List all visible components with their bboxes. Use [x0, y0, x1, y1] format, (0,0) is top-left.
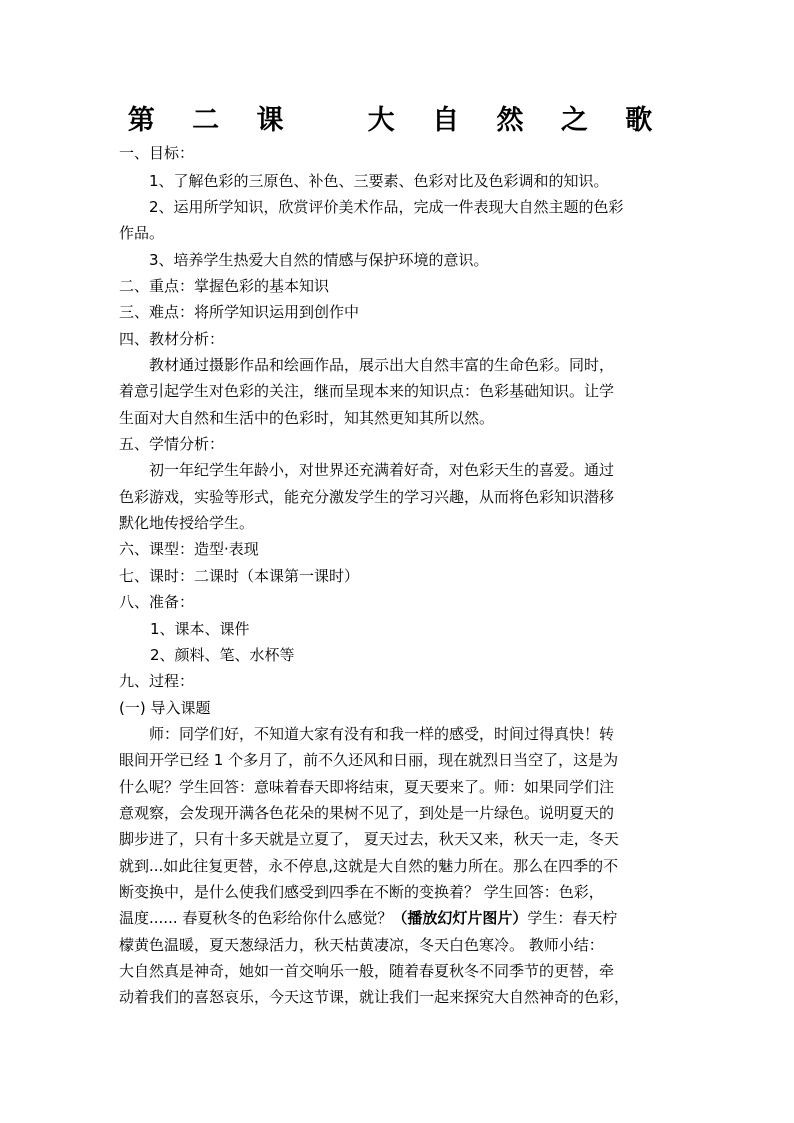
material-analysis-line-3: 生面对大自然和生活中的色彩时，知其然更知其所以然。: [119, 409, 495, 427]
objective-2: 2、运用所学知识，欣赏评价美术作品，完成一件表现大自然主题的色彩: [149, 198, 624, 216]
section-lesson-type: 六、课型：造型·表现: [119, 540, 259, 558]
process-paragraph-line-4: 意观察，会发现开满各色花朵的果树不见了，到处是一片绿色。说明夏天的: [119, 804, 615, 822]
page-title: 第 二 课 大 自 然 之 歌: [127, 105, 667, 136]
section-key-point: 二、重点：掌握色彩的基本知识: [119, 277, 330, 295]
student-analysis-line-2: 色彩游戏，实验等形式，能充分激发学生的学习兴趣，从而将色彩知识潜移: [119, 488, 615, 506]
process-paragraph-line-10: 大自然真是神奇，她如一首交响乐一般，随着春夏秋冬不同季节的更替，牵: [119, 962, 615, 980]
slideshow-cue: （播放幻灯片图片）: [392, 909, 528, 927]
process-paragraph-line-8-tail: 学生：春天柠: [527, 909, 618, 927]
objective-3: 3、培养学生热爱大自然的情感与保护环境的意识。: [149, 251, 489, 269]
process-paragraph-line-7: 断变换中，是什么使我们感受到四季在不断的变换着？ 学生回答：色彩，: [119, 883, 604, 901]
objective-2-continued: 作品。: [119, 224, 165, 242]
process-paragraph-line-8-text: 温度...... 春夏秋冬的色彩给你什么感觉？: [119, 909, 393, 927]
section-preparation-heading: 八、准备：: [119, 593, 195, 611]
process-paragraph-line-1: 师：同学们好，不知道大家有没有和我一样的感受，时间过得真快！转: [149, 725, 615, 743]
preparation-item-1: 1、课本、课件: [150, 620, 250, 638]
material-analysis-line-2: 着意引起学生对色彩的关注，继而呈现本来的知识点：色彩基础知识。让学: [119, 382, 615, 400]
process-paragraph-line-2: 眼间开学已经 1 个多月了，前不久还风和日丽，现在就烈日当空了，这是为: [119, 751, 619, 769]
process-paragraph-line-9: 檬黄色温暖，夏天葱绿活力，秋天枯黄凄凉，冬天白色寒冷。 教师小结：: [119, 936, 604, 954]
section-lesson-hours: 七、课时：二课时（本课第一课时）: [119, 567, 360, 585]
student-analysis-line-3: 默化地传授给学生。: [119, 514, 255, 532]
section-objectives-heading: 一、目标：: [119, 144, 195, 162]
process-step-1-heading: (一) 导入课题: [119, 699, 211, 717]
process-paragraph-line-6: 就到...如此往复更替，永不停息,这就是大自然的魅力所在。那么在四季的不: [119, 857, 619, 875]
section-difficulty: 三、难点：将所学知识运用到创作中: [119, 303, 360, 321]
section-student-analysis-heading: 五、学情分析：: [119, 435, 225, 453]
section-material-analysis-heading: 四、教材分析：: [119, 330, 225, 348]
process-paragraph-line-3: 什么呢？学生回答：意味着春天即将结束，夏天要来了。师：如果同学们注: [119, 778, 615, 796]
section-process-heading: 九、过程：: [119, 672, 195, 690]
process-paragraph-line-8: [119, 908, 617, 928]
objective-1: 1、了解色彩的三原色、补色、三要素、色彩对比及色彩调和的知识。: [149, 172, 609, 190]
process-paragraph-line-11: 动着我们的喜怒哀乐，今天这节课，就让我们一起来探究大自然神奇的色彩，: [119, 988, 630, 1006]
preparation-item-2: 2、颜料、笔、水杯等: [150, 646, 295, 664]
student-analysis-line-1: 初一年纪学生年龄小，对世界还充满着好奇，对色彩天生的喜爱。通过: [149, 461, 615, 479]
material-analysis-line-1: 教材通过摄影作品和绘画作品，展示出大自然丰富的生命色彩。同时，: [149, 356, 615, 374]
process-paragraph-line-5: 脚步进了，只有十多天就是立夏了， 夏天过去，秋天又来，秋天一走，冬天: [119, 830, 619, 848]
